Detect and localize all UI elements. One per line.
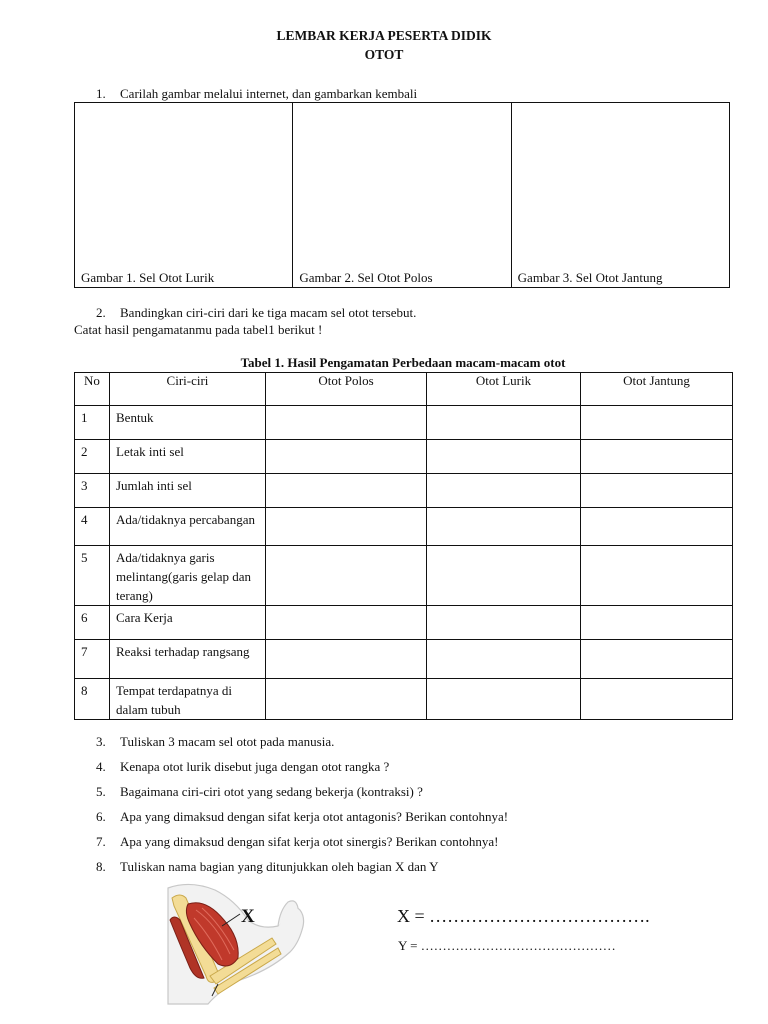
question-number: 3. (96, 734, 106, 749)
row-no: 2 (75, 440, 110, 474)
table-header-row (75, 373, 733, 406)
question-text: Apa yang dimaksud dengan sifat kerja otot sinergis? Berikan contohnya! (120, 834, 499, 849)
cell-otot-polos[interactable] (266, 474, 427, 508)
row-ciri: Reaksi terhadap rangsang (110, 640, 266, 679)
question-1 (96, 86, 417, 102)
cell-otot-lurik[interactable] (427, 406, 581, 440)
question-number: 8. (96, 859, 106, 874)
table-caption: Tabel 1. Hasil Pengamatan Perbedaan macam-macam otot (240, 355, 566, 370)
question-3 (96, 734, 334, 750)
question-5 (96, 784, 423, 800)
cell-otot-polos[interactable] (266, 679, 427, 720)
question-text: Bagaimana ciri-ciri otot yang sedang bekerja (kontraksi) ? (120, 784, 423, 799)
question-4 (96, 759, 389, 775)
question-7 (96, 834, 498, 850)
cell-otot-jantung[interactable] (581, 606, 733, 640)
table-row (75, 474, 733, 508)
y-answer-field[interactable]: Y = ……………………………………… (398, 938, 616, 953)
question-text: Apa yang dimaksud dengan sifat kerja otot antagonis? Berikan contohnya! (120, 809, 509, 824)
observation-table (74, 372, 733, 720)
row-ciri: Bentuk (110, 406, 266, 440)
row-ciri: Jumlah inti sel (110, 474, 266, 508)
drawing-box-2[interactable] (293, 103, 511, 288)
cell-otot-polos[interactable] (266, 546, 427, 606)
question-2 (96, 305, 416, 321)
question-2-instruction: Catat hasil pengamatanmu pada tabel1 berikut ! (74, 322, 323, 337)
row-ciri: Letak inti sel (110, 440, 266, 474)
table-row (75, 406, 733, 440)
question-number: 2. (96, 305, 106, 320)
header-otot-jantung: Otot Jantung (581, 373, 733, 406)
row-no: 8 (75, 679, 110, 720)
cell-otot-polos[interactable] (266, 440, 427, 474)
x-marker-label: X (241, 906, 255, 927)
question-text: Carilah gambar melalui internet, dan gambarkan kembali (120, 86, 418, 101)
row-ciri: Tempat terdapatnya di dalam tubuh (110, 679, 266, 720)
table-row (75, 679, 733, 720)
header-no: No (75, 373, 110, 406)
question-number: 1. (96, 86, 106, 101)
cell-otot-polos[interactable] (266, 508, 427, 546)
cell-otot-jantung[interactable] (581, 406, 733, 440)
row-no: 1 (75, 406, 110, 440)
cell-otot-lurik[interactable] (427, 640, 581, 679)
header-otot-polos: Otot Polos (266, 373, 427, 406)
x-answer-field[interactable]: X = ………………………………. (397, 906, 650, 926)
question-number: 4. (96, 759, 106, 774)
question-number: 5. (96, 784, 106, 799)
drawing-box-1[interactable] (75, 103, 293, 288)
question-number: 7. (96, 834, 106, 849)
question-6 (96, 809, 508, 825)
question-number: 6. (96, 809, 106, 824)
cell-otot-lurik[interactable] (427, 606, 581, 640)
cell-otot-lurik[interactable] (427, 440, 581, 474)
row-no: 3 (75, 474, 110, 508)
cell-otot-jantung[interactable] (581, 508, 733, 546)
row-no: 7 (75, 640, 110, 679)
row-no: 5 (75, 546, 110, 606)
drawing-box-3[interactable] (511, 103, 729, 288)
page-title: LEMBAR KERJA PESERTA DIDIK (276, 28, 492, 43)
drawing-caption: Gambar 1. Sel Otot Lurik (81, 270, 215, 285)
cell-otot-polos[interactable] (266, 640, 427, 679)
question-text: Bandingkan ciri-ciri dari ke tiga macam sel otot tersebut. (120, 305, 417, 320)
header-ciri: Ciri-ciri (110, 373, 266, 406)
drawing-table (74, 102, 730, 288)
header-otot-lurik: Otot Lurik (427, 373, 581, 406)
row-no: 4 (75, 508, 110, 546)
arm-muscle-illustration (160, 880, 320, 1010)
cell-otot-jantung[interactable] (581, 440, 733, 474)
table-row (75, 640, 733, 679)
cell-otot-jantung[interactable] (581, 679, 733, 720)
row-no: 6 (75, 606, 110, 640)
table-row (75, 546, 733, 606)
cell-otot-jantung[interactable] (581, 546, 733, 606)
cell-otot-jantung[interactable] (581, 474, 733, 508)
table-row (75, 508, 733, 546)
cell-otot-lurik[interactable] (427, 546, 581, 606)
cell-otot-jantung[interactable] (581, 640, 733, 679)
table-row (75, 440, 733, 474)
cell-otot-polos[interactable] (266, 606, 427, 640)
cell-otot-polos[interactable] (266, 406, 427, 440)
row-ciri: Cara Kerja (110, 606, 266, 640)
question-text: Tuliskan nama bagian yang ditunjukkan oleh bagian X dan Y (120, 859, 439, 874)
row-ciri: Ada/tidaknya percabangan (110, 508, 266, 546)
table-row (75, 606, 733, 640)
drawing-caption: Gambar 3. Sel Otot Jantung (517, 270, 663, 285)
cell-otot-lurik[interactable] (427, 508, 581, 546)
question-8 (96, 859, 439, 875)
row-ciri: Ada/tidaknya garis melintang(garis gelap dan terang) (110, 546, 266, 606)
drawing-caption: Gambar 2. Sel Otot Polos (299, 270, 433, 285)
page-subtitle: OTOT (364, 47, 404, 62)
cell-otot-lurik[interactable] (427, 474, 581, 508)
question-text: Kenapa otot lurik disebut juga dengan otot rangka ? (120, 759, 390, 774)
question-text: Tuliskan 3 macam sel otot pada manusia. (120, 734, 335, 749)
cell-otot-lurik[interactable] (427, 679, 581, 720)
